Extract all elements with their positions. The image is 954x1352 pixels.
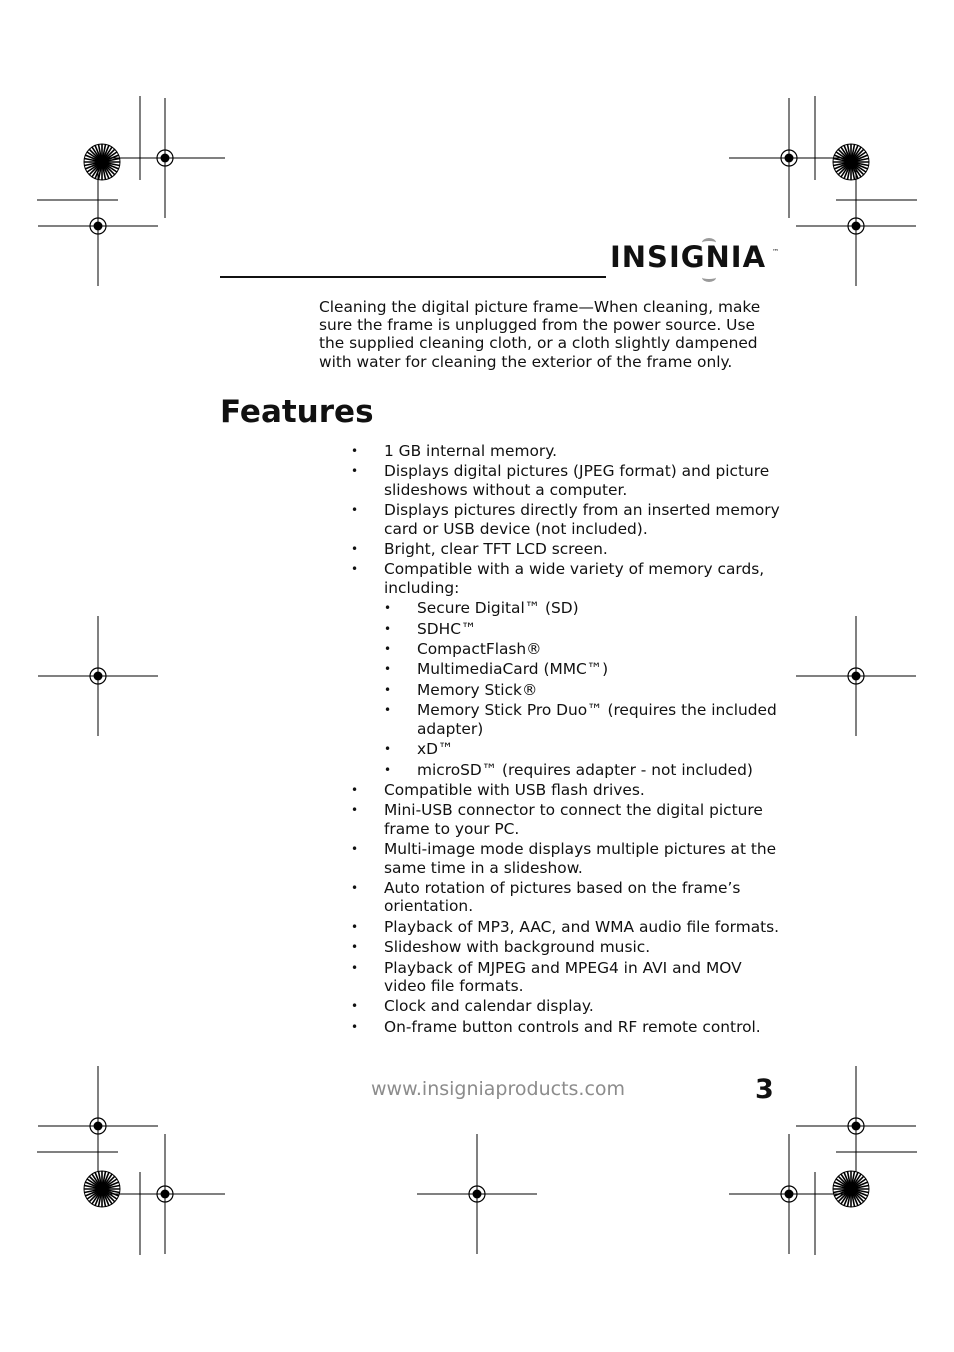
list-item: • Playback of MP3, AAC, and WMA audio file formats. [351, 918, 781, 936]
list-item-memory-cards [351, 560, 781, 778]
list-item: • Auto rotation of pictures based on the frame’s orientation. [351, 879, 781, 916]
list-item: • Mini-USB connector to connect the digital picture frame to your PC. [351, 801, 781, 838]
list-item: • Bright, clear TFT LCD screen. [351, 540, 781, 558]
feature-list [351, 442, 781, 1038]
cleaning-note: Cleaning the digital picture frame—When cleaning, make sure the frame is unplugged from the power source. Use the supplied cleaning cloth, or a cloth slightly dampened with water for cleaning the exterior of the frame only. [319, 298, 761, 371]
list-item: • Multi-image mode displays multiple pictures at the same time in a slideshow. [351, 840, 781, 877]
sub-list-item: • Secure Digital™ (SD) [384, 599, 781, 617]
insignia-logo [610, 240, 780, 284]
list-item: • Displays pictures directly from an inserted memory card or USB device (not included). [351, 501, 781, 538]
sub-list-item: • Memory Stick® [384, 681, 781, 699]
logo-trademark: ™ [772, 248, 780, 256]
sub-list-item: • Memory Stick Pro Duo™ (requires the included adapter) [384, 701, 781, 738]
list-item: • Clock and calendar display. [351, 997, 781, 1015]
list-item: • Slideshow with background music. [351, 938, 781, 956]
footer-url: www.insigniaproducts.com [371, 1078, 626, 1100]
logo-arc-top [702, 238, 716, 247]
sub-list-item: • CompactFlash® [384, 640, 781, 658]
memory-card-list [384, 599, 781, 779]
header-rule [220, 276, 606, 278]
sub-list-item: • MultimediaCard (MMC™) [384, 660, 781, 678]
section-title: Features [220, 394, 374, 430]
logo-arc-bottom [702, 273, 716, 282]
sub-list-item: • microSD™ (requires adapter - not included) [384, 761, 781, 779]
list-item: • Compatible with USB flash drives. [351, 781, 781, 799]
page-number: 3 [755, 1074, 774, 1105]
list-item-text: Compatible with a wide variety of memory cards, including: [384, 560, 765, 597]
list-item: • On-frame button controls and RF remote control. [351, 1018, 781, 1036]
sub-list-item: • SDHC™ [384, 620, 781, 638]
list-item: • Playback of MJPEG and MPEG4 in AVI and MOV video file formats. [351, 959, 781, 996]
list-item: • Displays digital pictures (JPEG format) and picture slideshows without a computer. [351, 462, 781, 499]
logo-wordmark: INSIGNIA [610, 240, 767, 274]
sub-list-item: • xD™ [384, 740, 781, 758]
list-item: • 1 GB internal memory. [351, 442, 781, 460]
